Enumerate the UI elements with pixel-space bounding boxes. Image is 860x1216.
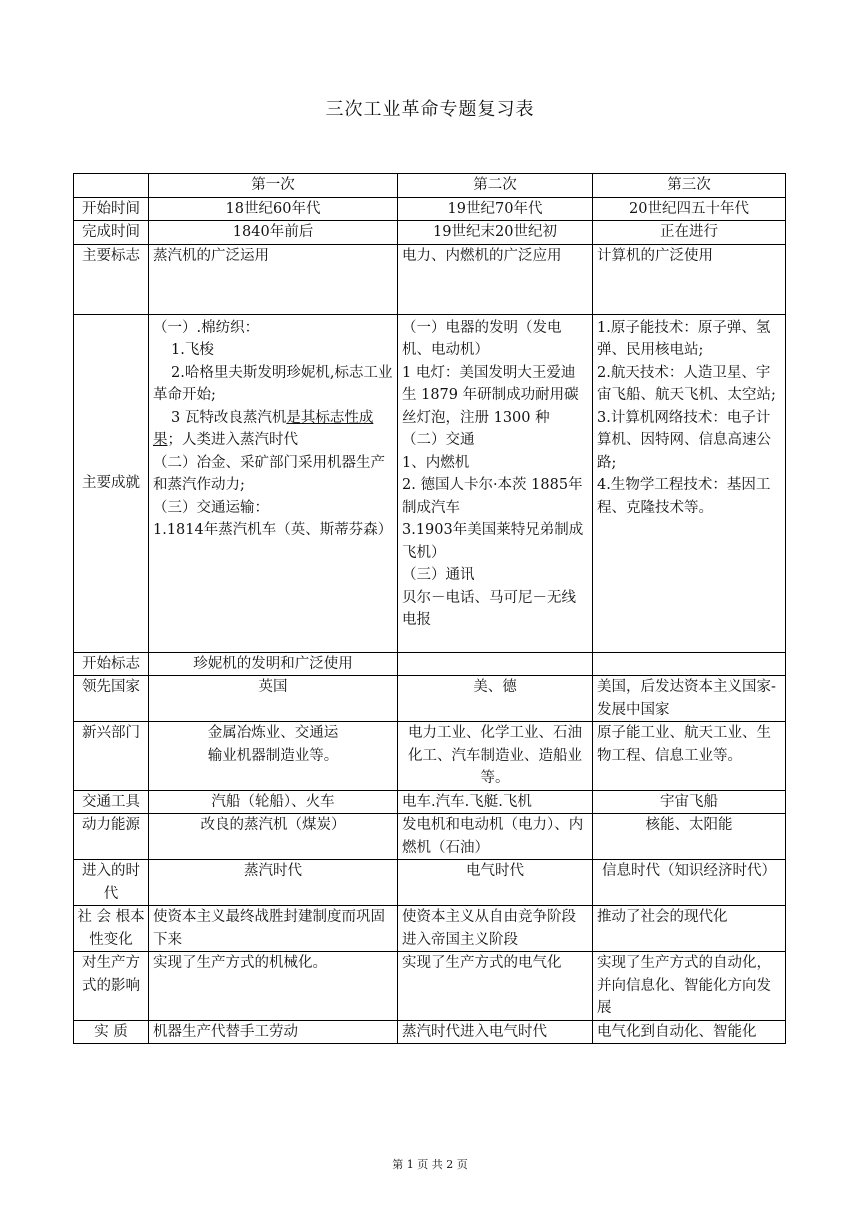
table-cell: 发电机和电动机（电力）、内燃机（石油）: [398, 814, 593, 860]
header-cell-second: 第二次: [398, 174, 593, 198]
row-label: 新兴部门: [74, 722, 149, 791]
table-cell: 英国: [149, 676, 398, 722]
header-cell-empty: [74, 174, 149, 198]
page-footer: 第 1 页 共 2 页: [392, 1158, 468, 1171]
achievements-third: [593, 314, 786, 652]
table-cell: 宇宙飞船: [593, 790, 786, 814]
table-cell: 改良的蒸汽机（煤炭）: [149, 814, 398, 860]
text-line: （一）.棉纺织：: [153, 319, 260, 336]
text-line: 2.哈格里夫斯发明珍妮机,标志工业革命开始;: [153, 364, 393, 403]
row-label: 交通工具: [74, 790, 149, 814]
table-row: [74, 906, 786, 952]
row-label: 动力能源: [74, 814, 149, 860]
table-row: [74, 952, 786, 1021]
table-header-row: [74, 174, 786, 198]
text-line: 3.1903年美国莱特兄弟制成飞机）: [402, 522, 584, 561]
row-label: 社 会 根本性变化: [74, 906, 149, 952]
table-row: [74, 314, 786, 652]
table-row: [74, 652, 786, 676]
table-cell: 蒸汽机的广泛运用: [149, 244, 398, 314]
table-cell: [398, 652, 593, 676]
text-line: 1 电灯：美国发明大王爱迪生 1879 年研制成功耐用碳丝灯泡，注册 1300 种: [402, 364, 579, 426]
table-cell: [593, 652, 786, 676]
table-cell: 19世纪末20世纪初: [398, 221, 593, 245]
row-label: 开始时间: [74, 197, 149, 221]
text-line: 1.飞梭: [171, 342, 214, 358]
text-line: [153, 407, 393, 452]
row-label: 进入的时代: [74, 860, 149, 906]
table-cell: 实现了生产方式的机械化。: [149, 952, 398, 1021]
table-row: [74, 221, 786, 245]
table-row: [74, 676, 786, 722]
table-row: [74, 814, 786, 860]
table-cell: 蒸汽时代: [149, 860, 398, 906]
table-cell: 实现了生产方式的自动化，并向信息化、智能化方向发展: [593, 952, 786, 1021]
table-cell: 使资本主义从自由竞争阶段进入帝国主义阶段: [398, 906, 593, 952]
table-cell: 1840年前后: [149, 221, 398, 245]
underlined-text: 是其标志性成果: [153, 409, 374, 448]
table-cell: 原子能工业、航天工业、生物工程、信息工业等。: [593, 722, 786, 791]
table-row: [74, 860, 786, 906]
table-row: [74, 722, 786, 791]
table-cell: 金属冶炼业、交通运输业机器制造业等。: [149, 722, 398, 791]
table-cell: 18世纪60年代: [149, 197, 398, 221]
table-row: [74, 1020, 786, 1044]
table-cell: 电车.汽车.飞艇.飞机: [398, 790, 593, 814]
table-cell: 实现了生产方式的电气化: [398, 952, 593, 1021]
table-cell: 19世纪70年代: [398, 197, 593, 221]
table-cell: 电气时代: [398, 860, 593, 906]
row-label: 对生产方式的影响: [74, 952, 149, 1021]
text-line: 贝尔－电话、马可尼－无线电报: [402, 589, 576, 628]
row-label: 实 质: [74, 1020, 149, 1044]
table-cell: 蒸汽时代进入电气时代: [398, 1020, 593, 1044]
text-line: 2. 德国人卡尔·本茨 1885年制成汽车: [402, 477, 583, 516]
table-row: [74, 790, 786, 814]
text-line: （三）交通运输：: [153, 499, 269, 516]
text-fragment: ；人类进入蒸汽时代: [167, 432, 298, 448]
text-line: 1、内燃机: [402, 454, 470, 471]
table-cell: 信息时代（知识经济时代）: [593, 860, 786, 906]
text-line: （一）电器的发明（发电机、电动机）: [402, 319, 562, 358]
table-cell: 核能、太阳能: [593, 814, 786, 860]
text-line: 4.生物学工程技术：基因工程、克隆技术等。: [597, 477, 771, 516]
row-label: 领先国家: [74, 676, 149, 722]
row-label: 主要标志: [74, 244, 149, 314]
header-cell-third: 第三次: [593, 174, 786, 198]
achievements-first: [149, 314, 398, 652]
row-label: 完成时间: [74, 221, 149, 245]
table-cell: 美、德: [398, 676, 593, 722]
text-line: （二）冶金、采矿部门采用机器生产和蒸汽作动力;: [153, 454, 385, 493]
text-line: （三）通讯: [402, 567, 475, 583]
table-cell: 美国，后发达资本主义国家-发展中国家: [593, 676, 786, 722]
table-cell: 20世纪四五十年代: [593, 197, 786, 221]
table-cell: 使资本主义最终战胜封建制度而巩固下来: [149, 906, 398, 952]
text-fragment: 3 瓦特改良蒸汽机: [171, 409, 287, 426]
table-cell: 机器生产代替手工劳动: [149, 1020, 398, 1044]
table-cell: 电力工业、化学工业、石油化工、汽车制造业、造船业等。: [398, 722, 593, 791]
table-row: [74, 197, 786, 221]
table-cell: 电气化到自动化、智能化: [593, 1020, 786, 1044]
row-label: 开始标志: [74, 652, 149, 676]
table-row: [74, 244, 786, 314]
table-cell: 计算机的广泛使用: [593, 244, 786, 314]
text-line: 1.原子能技术：原子弹、氢弹、民用核电站;: [597, 319, 771, 358]
table-cell: 珍妮机的发明和广泛使用: [149, 652, 398, 676]
table-cell: 电力、内燃机的广泛应用: [398, 244, 593, 314]
text-line: 2.航天技术：人造卫星、宇宙飞船、航天飞机、太空站;: [597, 364, 776, 403]
table-cell: 汽船（轮船）、火车: [149, 790, 398, 814]
achievements-second: [398, 314, 593, 652]
text-line: 1.1814年蒸汽机车（英、斯蒂芬森）: [153, 522, 393, 538]
document-title: 三次工业革命专题复习表: [325, 99, 535, 120]
table-cell: 推动了社会的现代化: [593, 906, 786, 952]
row-label: 主要成就: [74, 314, 149, 652]
text-line: （二）交通: [402, 432, 475, 448]
header-cell-first: 第一次: [149, 174, 398, 198]
review-table: [73, 173, 786, 1044]
table-cell: 正在进行: [593, 221, 786, 245]
text-line: 3.计算机网络技术：电子计算机、因特网、信息高速公路;: [597, 409, 771, 471]
